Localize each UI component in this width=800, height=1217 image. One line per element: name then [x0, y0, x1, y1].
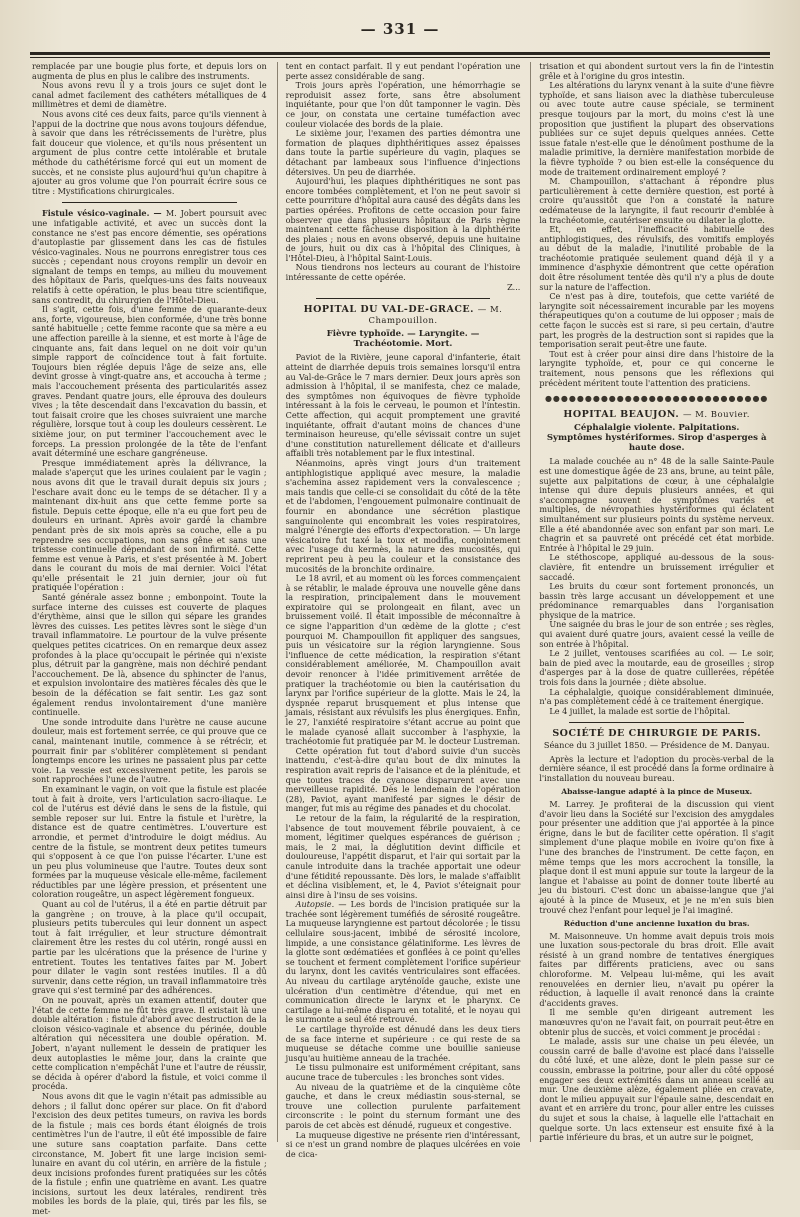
paragraph: Une saignée du bras le jour de son entrée ; ses règles, qui avaient duré quatre jours, avaient cessé la veille de son entrée à l'hôpital.: [539, 619, 775, 649]
paragraph: trisation et qui abondent surtout vers la fin de l'intestin grêle et à l'origine du gros intestin.: [539, 61, 775, 81]
paragraph: Le retour de la faim, la régularité de la respiration, l'absence de tout mouvement fébrile pouvaient, à ce moment, légitimer quelques espérances de guérison ; mais, le 2 mai, la déglutition devint difficile et douloureuse, l'appétit disparut, et l'air qui sortait par la canule introduite dans la trachée apportait une odeur d'une fétidité repoussante. Dès lors, le malade s'affaiblit et déclina visiblement, et, le 4, Paviot s'éteignait pour ainsi dire à l'insu de ses voisins.: [285, 812, 521, 900]
text-columns: [32, 61, 775, 1217]
paragraph: Les bruits du cœur sont fortement prononcés, un bassin très large accusant un développement et une prédominance remarquables dans l'organisation physique de la matrice.: [539, 581, 775, 620]
paragraph: Santé générale assez bonne ; embonpoint. Toute la surface interne des cuisses est couverte de plaques d'érythème, ainsi que le sillon qui sépare les grandes lèvres des cuisses. Les petites lèvres sont le siège d'un travail inflammatoire. Le pourtour de la vulve présente quelques petites cicatrices. On en remarque deux assez profondes à la place qu'occupait le périnée qui n'existe plus, détruit par la gangrène, mais non déchiré pendant l'accouchement. De là, absence du sphincter de l'anus, et expulsion involontaire des matières fécales dès que le besoin de la défécation se fait sentir. Les gaz sont également rendus involontairement d'une manière continuelle.: [32, 592, 267, 718]
hospital-title: [286, 305, 521, 326]
ornament-divider: ●●●●●●●●●●●●●●●●●●●●●●●●●●●●: [544, 394, 769, 404]
paragraph: Il me semble qu'en dirigeant autrement les manœuvres qu'on ne l'avait fait, on pourrait peut-être en obtenir plus de succès, et voici comment je procédai :: [539, 1007, 775, 1037]
paragraph: Nous avons cité ces deux faits, parce qu'ils viennent à l'appui de la doctrine que nous avons toujours défendue, à savoir que dans les rétrécissements de l'urètre, plus fait douceur que violence, et qu'ils nous présentent un argument de plus contre cette intolérable et brutale méthode du cathétérisme forcé qui eut un moment de succès, et ne consiste plus aujourd'hui qu'un chapitre à ajouter au gros volume que l'on pourrait écrire sous ce titre : Mystifications chirurgicales.: [32, 108, 267, 196]
paragraph: Tout est à créer pour ainsi dire dans l'histoire de la laryngite typhoïde, et, pour ce qui concerne le traitement, nous pensons que les réflexions qui précèdent méritent toute l'attention des praticiens.: [539, 348, 775, 388]
section-divider: [569, 722, 744, 723]
section-divider: [316, 298, 491, 299]
case-heading: Céphalalgie violente. Palpitations. Symptômes hystériformes. Sirop d'asperges à haute dose.: [546, 423, 767, 454]
paragraph: Et, en effet, l'inefficacité habituelle des antiphlogistiques, des révulsifs, des vomitifs employés au début de la maladie, l'inutilité probable de la trachéotomie pratiquée seulement quand déjà il y a imminence d'asphyxie démontrent que cette opération doit être résolument tentée dès qu'il n'y a plus de doute sur la nature de l'affection.: [539, 224, 775, 292]
subheading: Réduction d'une ancienne luxation du bras.: [563, 919, 750, 929]
header-rule: [30, 52, 770, 55]
hospital-doctor: — M. Bouvier.: [682, 409, 751, 420]
page-header: [30, 14, 770, 54]
paragraph: En examinant le vagin, on voit que la fistule est placée tout à fait à droite, vers l'articulation sacro-iliaque. Le col de l'utérus est dévié dans le sens de la fistule, qui semble reposer sur lui. Entre la fistule et l'urètre, la distance est de quatre centimètres. L'ouverture est arrondie, et permet d'introduire le doigt médius. Au centre de la fistule, se montrent deux petites tumeurs qui s'opposent à ce que l'on puisse l'écarter. L'une est un peu plus volumineuse que l'autre. Toutes deux sont formées par la muqueuse vésicale elle-même, facilement réductibles par une légère pression, et présentent une coloration rougeâtre, un aspect légèrement fongueux.: [32, 783, 267, 900]
paragraph: Trois jours après l'opération, une hémorrhagie se reproduisit assez forte, sans être absolument inquiétante, pour que l'on dût tamponner le vagin. Dès ce jour, on constata une certaine tuméfaction avec couleur violacée des bords de la plaie.: [285, 80, 521, 129]
paragraph: On ne pouvait, après un examen attentif, douter que l'état de cette femme ne fût très grave. Il existait là une double altération : fistule d'abord avec destruction de la cloison vésico-vaginale et absence du périnée, double altération qui nécessitera une double opération. M. Jobert, n'ayant nullement le dessein de pratiquer les deux autoplasties le même jour, dans la crainte que cette complication n'empêchât l'une et l'autre de réussir, se décida à opérer d'abord la fistule, et voici comme il procéda.: [32, 995, 267, 1092]
column-middle: [277, 61, 521, 1159]
paragraph: La malade couchée au n° 48 de la salle Sainte-Paule est une domestique âgée de 23 ans, brune, au teint pâle, sujette aux palpitations de cœur, à une céphalalgie intense qui dure depuis plusieurs années, et qui s'accompagne souvent de symptômes variés et multiples, de névropathies hystériformes qui éclatent simultanément sur plusieurs points du système nerveux. Elle a été abandonnée avec son enfant par son mari. Le chagrin et sa pauvreté ont précédé cet état morbide. Entrée à l'hôpital le 29 juin.: [539, 456, 775, 553]
hospital-name: HOPITAL BEAUJON.: [563, 408, 680, 420]
paragraph: Au niveau de la quatrième et de la cinquième côte gauche, et dans le creux médiastin sous-sternal, se trouve une collection purulente parfaitement circonscrite : le point du sternum formant une des parois de cet abcès est dénudé, rugueux et congestive.: [285, 1081, 521, 1130]
paragraph: Le 4 juillet, la malade est sortie de l'hôpital.: [549, 705, 731, 716]
paragraph: Paviot de la Rivière, jeune caporal d'infanterie, était atteint de diarrhée depuis trois semaines lorsqu'il entra au Val-de-Grâce le 7 mars dernier. Deux jours après son admission à l'hôpital, il se manifesta, chez ce malade, des symptômes non équivoques de fièvre typhoïde intéressant à la fois le cerveau, le poumon et l'intestin. Cette affection, qui acquit promptement une gravité inquiétante, offrait d'autant moins de chances d'une terminaison heureuse, qu'elle sévissait contre un sujet d'une constitution naturellement délicate et d'ailleurs affaibli très notablement par le flux intestinal.: [285, 352, 521, 459]
header-rule-thin: [30, 57, 770, 58]
page-number: — 331 —: [360, 20, 440, 38]
paragraph: Une sonde introduite dans l'urètre ne cause aucune douleur, mais est fortement serrée, ce qui prouve que ce canal, maintenant inutile, commence à se rétrécir, et pourrait finir par s'oblitérer complètement si pendant longtemps encore les urines ne passaient plus par cette voie. La vessie est excessivement petite, les parois se sont rapprochées l'une de l'autre.: [32, 716, 267, 785]
signature: Z...: [507, 281, 521, 292]
paragraph: Le cartilage thyroïde est dénudé dans les deux tiers de sa face interne et supérieure : ce qui reste de sa muqueuse se détache comme une bouillie sanieuse jusqu'au huitième anneau de la trachée.: [285, 1024, 521, 1063]
paragraph: Quant au col de l'utérus, il a été en partie détruit par la gangrène ; on trouve, à la place qu'il occupait, plusieurs petits tubercules qui leur donnent un aspect tout à fait irrégulier, et leur structure démontrait clairement être les restes du col utérin, rongé aussi en partie par les ulcérations que la présence de l'urine y entretient. Toutes les tentatives faites par M. Jobert pour dilater le vagin sont restées inutiles. Il a dû survenir, dans cette région, un travail inflammatoire très grave qui s'est terminé par des adhérences.: [32, 899, 267, 996]
paragraph: Néanmoins, après vingt jours d'un traitement antiphlogistique appliqué avec mesure, la maladie s'achemina assez rapidement vers la convalescence ; mais tandis que celle-ci se consolidait du côté de la tête et de l'abdomen, l'engouement pulmonaire continuait de fournir en abondance une sécrétion plastique sanguinolente qui encombrait les voies respiratoires, malgré l'énergie des efforts d'expectoration. — Un large vésicatoire fut taxé la toux et modifia, conjointement avec l'usage du kermès, la nature des mucosités, qui reprirent peu à peu la couleur et la consistance des mucosités de la bronchite ordinaire.: [285, 457, 521, 574]
case-heading: Fièvre typhoïde. — Laryngite. — Trachéotomie. Mort.: [326, 329, 480, 350]
section-lead: Autopsie. —: [295, 899, 351, 910]
paragraph: tent en contact parfait. Il y eut pendant l'opération une perte assez considérable de sang.: [285, 61, 521, 81]
paragraph: Nous avons dit que le vagin n'était pas admissible au dehors ; il fallut donc opérer sur place. On fit d'abord l'excision des deux petites tumeurs, on raviva les bords de la fistule ; mais ces bords étant éloignés de trois centimètres l'un de l'autre, il eût été impossible de faire une suture sans coaptation parfaite. Dans cette circonstance, M. Jobert fit une large incision semi-lunaire en avant du col utérin, en arrière de la fistule ; deux incisions profondes furent pratiquées sur les côtés de la fistule ; enfin une quatrième en avant. Les quatre incisions, surtout les deux latérales, rendirent très mobiles les bords de la plaie, qui, tirés par les fils, se met-: [32, 1090, 267, 1217]
subheading: Abaisse-langue adapté à la pince de Museux.: [561, 787, 753, 797]
paragraph: Presque immédiatement après la délivrance, la malade s'aperçut que les urines coulaient par le vagin ; nous avons dit que le travail durait depuis six jours ; l'eschare avait donc eu le temps de se détacher. Il y a maintenant dix-huit ans que cette femme porte sa fistule. Depuis cette époque, elle n'a eu que fort peu de douleurs en urinant. Après avoir gardé la chambre pendant près de six mois après sa couche, elle a pu reprendre ses occupations, non sans gêne et sans une tristesse continuelle dépendant de son infirmité. Cette femme est venue à Paris, et s'est présentée à M. Jobert dans le courant du mois de mai dernier. Voici l'état qu'elle présentait le 21 juin dernier, jour où fut pratiquée l'opération :: [32, 457, 267, 593]
section-lead: Fistule vésico-vaginale. —: [42, 208, 166, 219]
session-line: Séance du 3 juillet 1850. — Présidence de M. Danyau.: [543, 740, 770, 750]
paragraph: M. Maisonneuve. Un homme avait depuis trois mois une luxation sous-pectorale du bras droit. Elle avait résisté à un grand nombre de tentatives énergiques faites par différents praticiens, avec ou sans chloroforme. M. Velpeau lui-même, qui les avait renouvelées en dernier lieu, n'avait pu opérer la réduction, à laquelle il avait renoncé dans la crainte d'accidents graves.: [539, 930, 775, 1008]
paragraph: M. Champouillon, s'attachant à répondre plus particulièrement à cette dernière question, est porté à croire qu'aussitôt que l'on a constaté la nature œdémateuse de la laryngite, il faut recourir d'emblée à la trachéotomie, cautériser ensuite ou dilater la glotte.: [539, 176, 775, 225]
paragraph: Les altérations du larynx venant à la suite d'une fièvre typhoïde, et sans liaison avec la diathèse tuberculeuse ou avec toute autre cause spéciale, se terminent presque toujours par la mort, du moins c'est là une proposition que justifient la plupart des observations publiées sur ce sujet depuis quelques années. Cette issue fatale n'est-elle que le dénoûment posthume de la maladie primitive, la dernière manifestation morbide de la fièvre typhoïde ? ou bien est-elle la conséquence du mode de traitement ordinairement employé ?: [539, 80, 775, 177]
paragraph: M. Larrey. Je profiterai de la discussion qui vient d'avoir lieu dans la Société sur l'excision des amygdales pour présenter une addition que j'ai apportée à la pince érigne, dans le but de faciliter cette opération. Il s'agit simplement d'une plaque mobile en ivoire qu'on fixe à l'une des branches de l'instrument. De cette façon, en même temps que les mors accrochent la tonsille, la plaque dont il est muni appuie sur toute la largeur de la langue et l'abaisse au point de donner toute liberté au jeu du bistouri. C'est donc un abaisse-langue que j'ai ajouté à la pince de Museux, et je ne m'en suis bien trouvé chez l'enfant pour lequel je l'ai imaginé.: [539, 798, 775, 915]
column-left: [32, 61, 267, 1217]
column-right: [530, 62, 774, 1142]
hospital-doctor: — M. Champouillon.: [368, 305, 503, 326]
paragraph-text: Les bords de l'incision pratiquée sur la trachée sont légèrement tuméfiés de sérosité rougeâtre. La muqueuse laryngienne est partout décolorée ; le tissu cellulaire sous-jacent, imbibé de sérosité incolore, limpide, a une consistance gélatiniforme. Les lèvres de la glotte sont œdématiées et gonflées à ce point qu'elles se touchent et ferment complètement l'orifice supérieur du larynx, dont les cavités ventriculaires sont effacées. Au niveau du cartilage aryténoïde gauche, existe une ulcération d'un centimètre d'étendue, qui met en communication directe le larynx et le pharynx. Ce cartilage a lui-même disparu en totalité, et le noyau qui le surmonte a seul été retrouvé.: [285, 899, 521, 1025]
paragraph-text: M. Jobert poursuit avec une infatigable activité, et avec un succès dont la constance ne s'est pas encore démentie, ses opérations d'autoplastie par glissement dans les cas de fistules vésico-vaginales. Nous ne pourrons enregistrer tous ces succès ; cependant nous croyons remplir un devoir en signalant de temps en temps, au milieu du mouvement des hôpitaux de Paris, quelques-uns des faits nouveaux relatifs à cette opération, le plus beau titre scientifique, sans contredit, du chirurgien de l'Hôtel-Dieu.: [32, 208, 267, 305]
paragraph: Aujourd'hui, les plaques diphthéritiques ne sont pas encore tombées complètement, et l'on ne peut savoir si cette pourriture d'hôpital aura causé des dégâts dans les parties opérées. Profitons de cette occasion pour faire observer que dans plusieurs hôpitaux de Paris règne maintenant cette fâcheuse disposition à la diphthérite des plaies ; nous en avons observé, depuis une huitaine de jours, huit ou dix cas à l'hôpital des Cliniques, à l'Hôtel-Dieu, à l'hôpital Saint-Louis.: [285, 176, 521, 263]
paragraph: Ce n'est pas à dire, toutefois, que cette variété de laryngite soit nécessairement incurable par les moyens thérapeutiques qu'on a coutume de lui opposer ; mais de cette façon le succès est si rare, si peu certain, d'autre part, les progrès de la destruction sont si rapides que la temporisation serait peut-être une faute.: [539, 291, 775, 350]
paragraph: Cette opération fut tout d'abord suivie d'un succès inattendu, c'est-à-dire qu'au bout de dix minutes la respiration avait repris de l'aisance et de la plénitude, et que toutes traces de cyanose disparurent avec une merveilleuse rapidité. Dès le lendemain de l'opération (28), Paviot, ayant manifesté par signes le désir de manger, fut mis au régime des panades et du chocolat.: [285, 745, 521, 814]
paragraph: Le sixième jour, l'examen des parties démontra une formation de plaques diphthéritiques assez épaisses dans toute la partie supérieure du vagin, plaques se détachant par lambeaux sous l'influence d'injections détersives. Un peu de diarrhée.: [285, 128, 521, 177]
paragraph: Le malade, assis sur une chaise un peu élevée, un coussin carré de balle d'avoine est placé dans l'aisselle du côté luxé, et une alèze, dont le plein passe sur ce coussin, embrasse la poitrine, pour aller du côté opposé engager ses deux extrémités dans un anneau scellé au mur. Une deuxième alèze, également pliée en cravate, dont le milieu appuyait sur l'épaule saine, descendait en avant et en arrière du tronc, pour aller entre les cuisses du sujet et sous la chaise, à laquelle elle l'attachait en quelque sorte. Un lacs extenseur est ensuite fixé à la partie inférieure du bras, et un autre sur le poignet,: [539, 1036, 775, 1143]
hospital-name: HOPITAL DU VAL-DE-GRACE.: [303, 304, 474, 316]
paragraph: La muqueuse digestive ne présente rien d'intéressant, si ce n'est un grand nombre de plaques ulcérées en voie de cica-: [285, 1129, 521, 1159]
society-title: SOCIÉTÉ DE CHIRURGIE DE PARIS.: [552, 728, 762, 740]
paragraph: Le 2 juillet, ventouses scarifiées au col. — Le soir, bain de pied avec la moutarde, eau de groseilles ; sirop d'asperges par à la dose de quatre cuillerées, répétée trois fois dans la journée ; diète absolue.: [539, 648, 775, 688]
paragraph: Il s'agit, cette fois, d'une femme de quarante-deux ans, forte, vigoureuse, bien conformée, d'une très bonne santé habituelle ; cette femme raconte que sa mère a eu une affection pareille à la sienne, et est morte à l'âge de cinquante ans, fait dans lequel on ne doit voir qu'un simple rapport de coïncidence tout à fait fortuite. Toujours bien réglée depuis l'âge de seize ans, elle devint grosse à vingt-quatre ans, et accoucha à terme ; mais l'accouchement présenta des particularités assez graves. Pendant quatre jours, elle éprouva des douleurs vives ; la tête descendait dans l'excavation du bassin, et tout faisait croire que les choses suivraient une marche régulière, lorsque tout à coup les douleurs cessèrent. Le sixième jour, on put terminer l'accouchement avec le forceps. La pression prolongée de la tête de l'enfant avait déterminé une eschare gangréneuse.: [32, 304, 267, 459]
paragraph-fistule: [32, 209, 267, 305]
paragraph: remplacée par une bougie plus forte, et depuis lors on augmenta de plus en plus le calibre des instruments.: [32, 61, 267, 81]
paragraph: La céphalalgie, quoique considérablement diminuée, n'a pas complètement cédé à ce traitement énergique.: [539, 686, 775, 707]
paragraph-autopsie: [286, 900, 521, 1025]
paragraph: Le stéthoscope, appliqué au-dessous de la sous-clavière, fit entendre un bruissement irrégulier et saccadé.: [539, 552, 775, 582]
paragraph: Après la lecture et l'adoption du procès-verbal de la dernière séance, il est procédé dans la forme ordinaire à l'installation du nouveau bureau.: [539, 753, 775, 783]
paragraph: Nous tiendrons nos lecteurs au courant de l'histoire intéressante de cette opérée.: [285, 262, 521, 283]
paragraph: Le tissu pulmonaire est uniformément crépitant, sans aucune trace de tubercules : les bronches sont vides.: [285, 1062, 521, 1082]
section-divider: [62, 202, 237, 203]
paragraph: Nous avons revu il y a trois jours ce sujet dont le canal admet facilement des cathéters métalliques de 4 millimètres et demi de diamètre.: [32, 80, 267, 110]
hospital-title: [539, 410, 774, 421]
paragraph: Le 18 avril, et au moment où les forces commençaient à se rétablir, le malade éprouva une nouvelle gêne dans la respiration, principalement dans le mouvement expiratoire qui se prolongeait en filant, avec un bruissement voilé. Il était impossible de méconnaître à ce signe l'apparition d'un œdème de la glotte ; c'est pourquoi M. Champouillon fit appliquer des sangsues, puis un vésicatoire sur la région laryngienne. Sous l'influence de cette médication, la respiration s'étant considérablement améliorée, M. Champouillon avait devoir renoncer à l'idée primitivement arrêtée de pratiquer la trachéotomie ou bien la cautérisation du larynx par l'orifice supérieur de la glotte. Mais le 24, la dyspnée reparut brusquement et plus intense que jamais, résistant aux révulsifs les plus énergiques. Enfin, le 27, l'anxiété respiratoire s'étant accrue au point que le malade cyanosé allait succomber à l'asphyxie, la trachéotomie fut pratiquée par M. le docteur Lustreman.: [285, 573, 521, 747]
